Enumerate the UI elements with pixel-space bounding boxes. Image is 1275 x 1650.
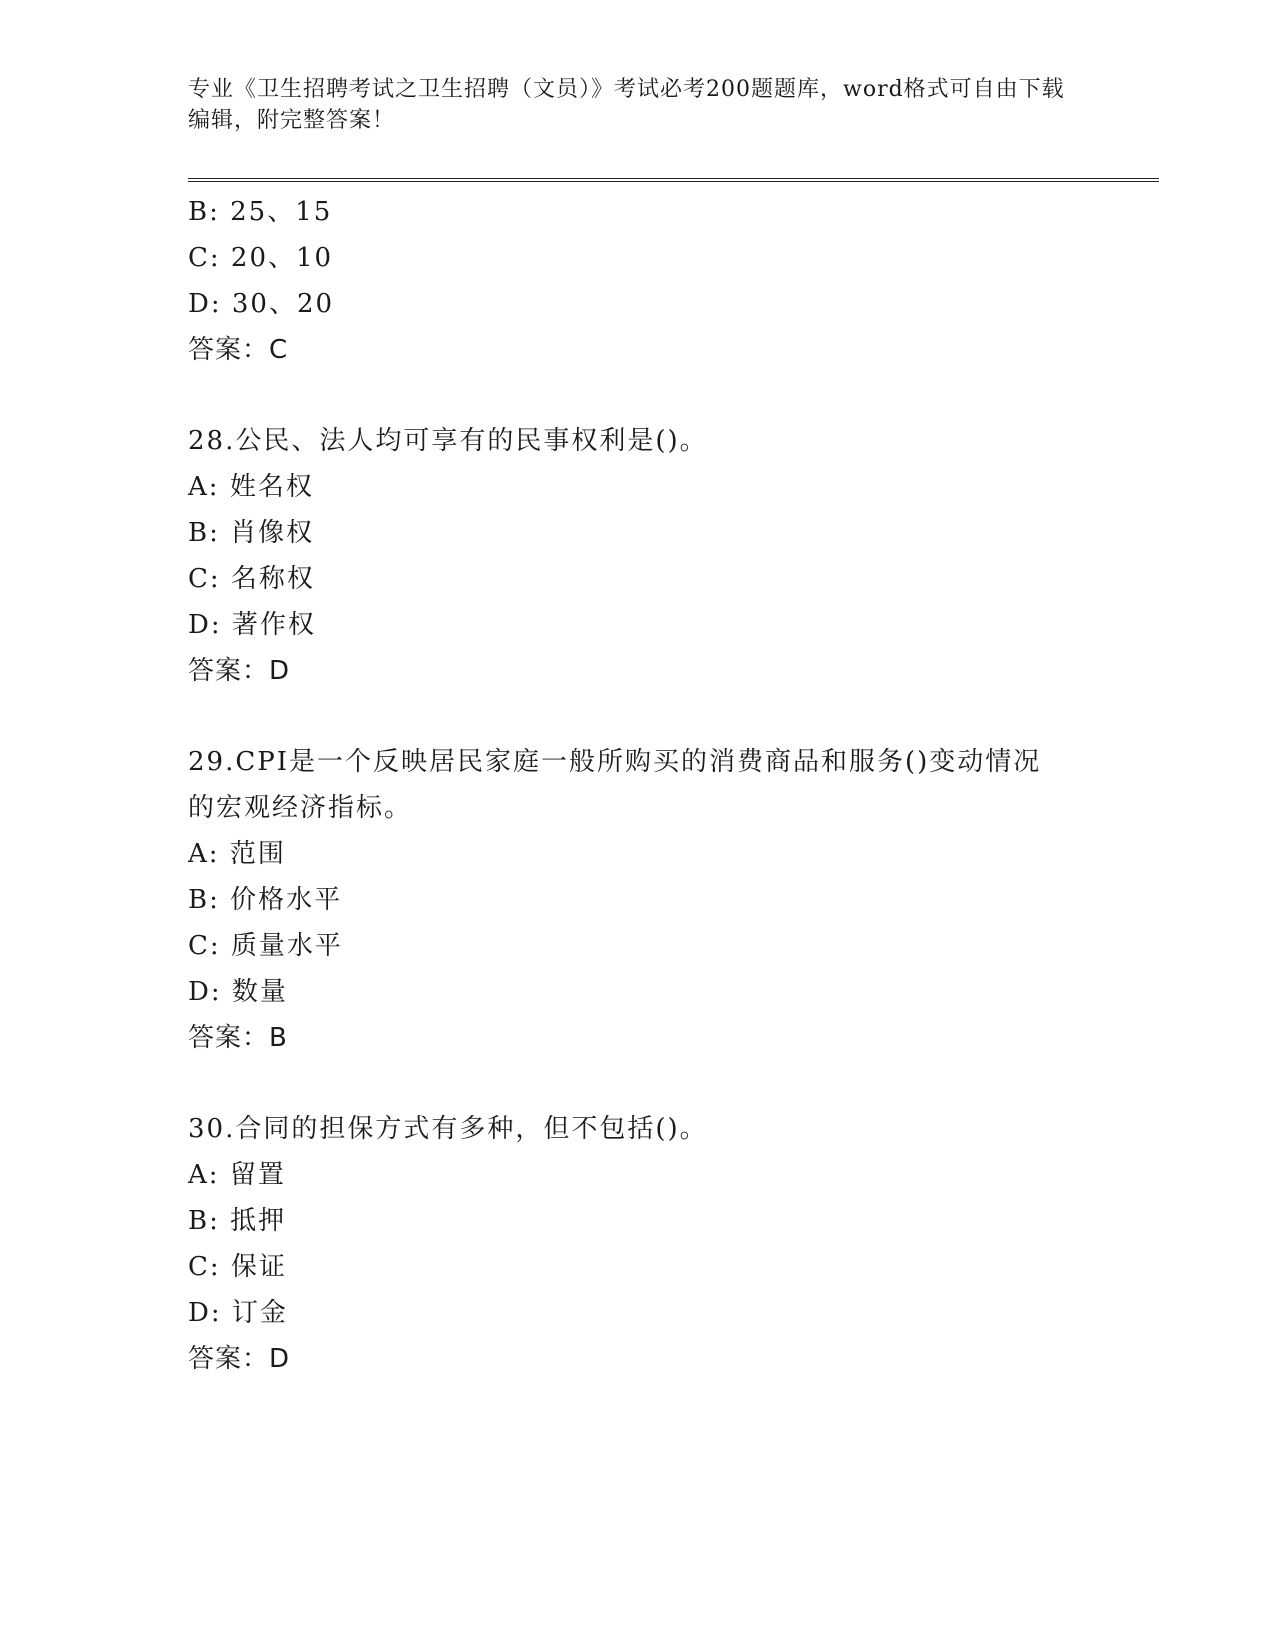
option-b: B: 25、15 [188, 197, 333, 227]
option-a: A: 留置 [188, 1160, 286, 1190]
option-d: D: 数量 [188, 977, 288, 1007]
question-29 [188, 739, 1068, 1061]
document-header [188, 74, 1068, 136]
question-27-continued [188, 189, 1068, 373]
spacer [188, 694, 1068, 739]
option-b: B: 价格水平 [188, 885, 343, 915]
option-c: C: 质量水平 [188, 931, 343, 961]
answer: 答案：B [188, 1023, 288, 1053]
answer: 答案：D [188, 1344, 291, 1374]
option-c: C: 保证 [188, 1252, 287, 1282]
spacer [188, 373, 1068, 418]
option-a: A: 姓名权 [188, 472, 314, 502]
header-divider [188, 178, 1159, 182]
question-30 [188, 1106, 1068, 1382]
option-b: B: 肖像权 [188, 518, 315, 548]
option-d: D: 著作权 [188, 610, 316, 640]
option-c: C: 20、10 [188, 243, 334, 273]
question-content [188, 189, 1068, 1382]
answer: 答案：D [188, 656, 291, 686]
question-stem: 28.公民、法人均可享有的民事权利是()。 [188, 426, 708, 456]
option-a: A: 范围 [188, 839, 286, 869]
spacer [188, 1061, 1068, 1106]
question-stem: 29.CPI是一个反映居民家庭一般所购买的消费商品和服务()变动情况的宏观经济指标。 [188, 747, 1042, 823]
question-28 [188, 418, 1068, 694]
option-d: D: 订金 [188, 1298, 288, 1328]
question-stem: 30.合同的担保方式有多种，但不包括()。 [188, 1114, 708, 1144]
option-c: C: 名称权 [188, 564, 315, 594]
header-text: 专业《卫生招聘考试之卫生招聘（文员）》考试必考200题题库，word格式可自由下载编辑，附完整答案！ [188, 77, 1065, 133]
option-b: B: 抵押 [188, 1206, 287, 1236]
option-d: D: 30、20 [188, 289, 335, 319]
answer: 答案：C [188, 335, 289, 365]
